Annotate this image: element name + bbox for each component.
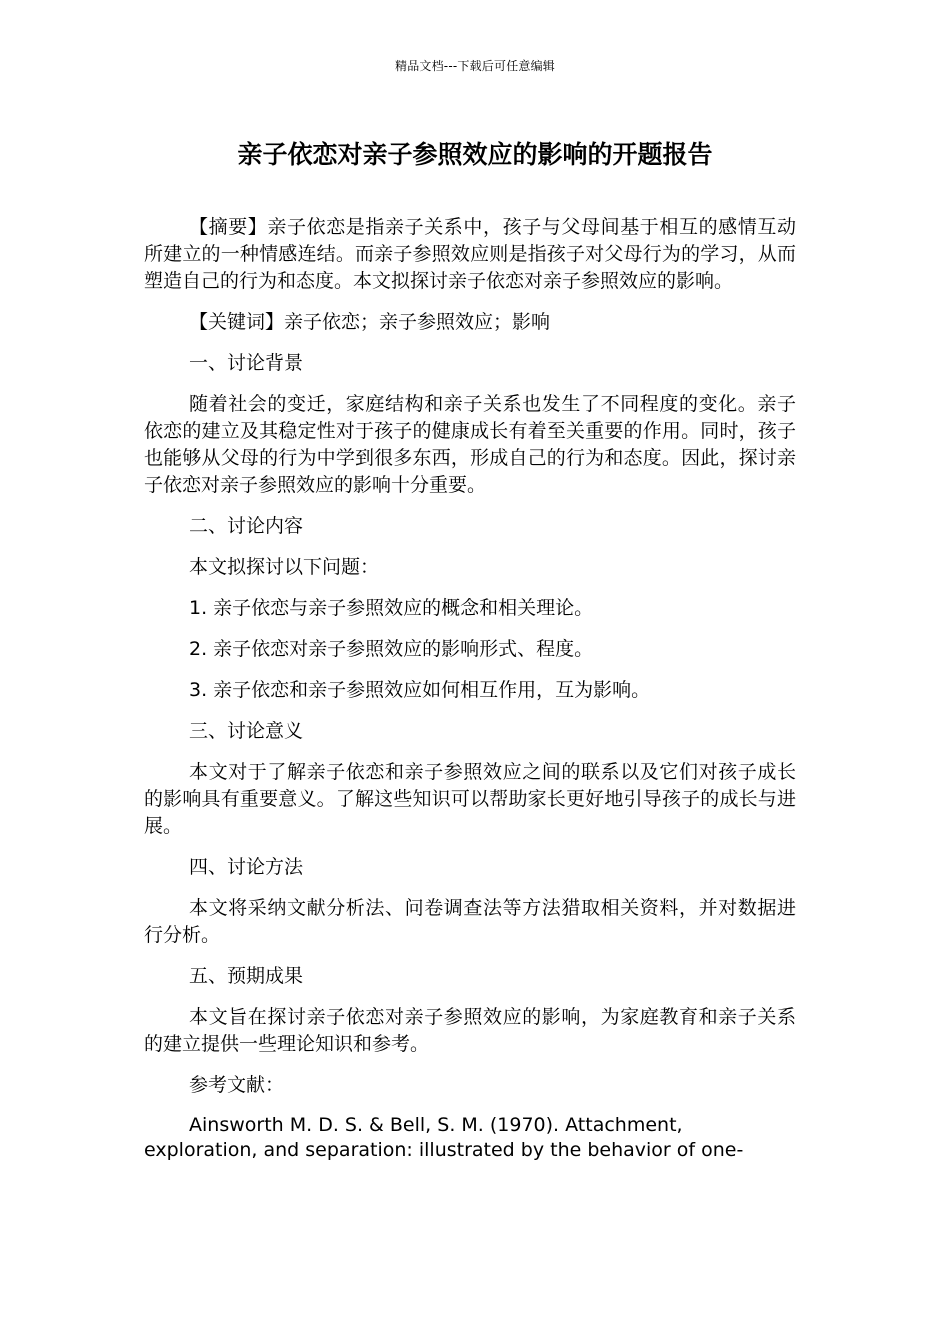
reference-entry: Ainsworth M. D. S. & Bell, S. M. (1970). Attachment, exploration, and separation: illustrated by the behavior of one-	[144, 1114, 744, 1161]
significance-paragraph: 本文对于了解亲子依恋和亲子参照效应之间的联系以及它们对孩子成长的影响具有重要意义。了解这些知识可以帮助家长更好地引导孩子的成长与进展。	[144, 761, 796, 837]
abstract-paragraph: 【摘要】亲子依恋是指亲子关系中，孩子与父母间基于相互的感情互动所建立的一种情感连结。而亲子参照效应则是指孩子对父母行为的学习，从而塑造自己的行为和态度。本文拟探讨亲子依恋对亲子参照效应的影响。	[144, 216, 796, 292]
section-heading-method: 四、讨论方法	[189, 856, 304, 878]
document-body	[144, 214, 796, 1177]
content-intro-paragraph: 本文拟探讨以下问题：	[189, 556, 380, 578]
header-note: 精品文档---下载后可任意编辑	[395, 59, 555, 73]
references-heading: 参考文献：	[189, 1074, 285, 1096]
section-heading-outcome: 五、预期成果	[189, 965, 304, 987]
keywords-paragraph: 【关键词】亲子依恋；亲子参照效应；影响	[189, 311, 551, 333]
method-paragraph: 本文将采纳文献分析法、问卷调查法等方法猎取相关资料，并对数据进行分析。	[144, 897, 796, 946]
section-heading-significance: 三、讨论意义	[189, 720, 304, 742]
content-list-item: 1. 亲子依恋与亲子参照效应的概念和相关理论。	[189, 597, 594, 619]
section-heading-background: 一、讨论背景	[189, 352, 304, 374]
section-heading-content: 二、讨论内容	[189, 515, 304, 537]
content-list-item: 2. 亲子依恋对亲子参照效应的影响形式、程度。	[189, 638, 594, 660]
background-paragraph: 随着社会的变迁，家庭结构和亲子关系也发生了不同程度的变化。亲子依恋的建立及其稳定性对于孩子的健康成长有着至关重要的作用。同时，孩子也能够从父母的行为中学到很多东西，形成自己的行为和态度。因此，探讨亲子依恋对亲子参照效应的影响十分重要。	[144, 393, 796, 496]
document-title: 亲子依恋对亲子参照效应的影响的开题报告	[237, 140, 713, 169]
content-list-item: 3. 亲子依恋和亲子参照效应如何相互作用，互为影响。	[189, 679, 651, 701]
outcome-paragraph: 本文旨在探讨亲子依恋对亲子参照效应的影响，为家庭教育和亲子关系的建立提供一些理论知识和参考。	[144, 1006, 796, 1055]
